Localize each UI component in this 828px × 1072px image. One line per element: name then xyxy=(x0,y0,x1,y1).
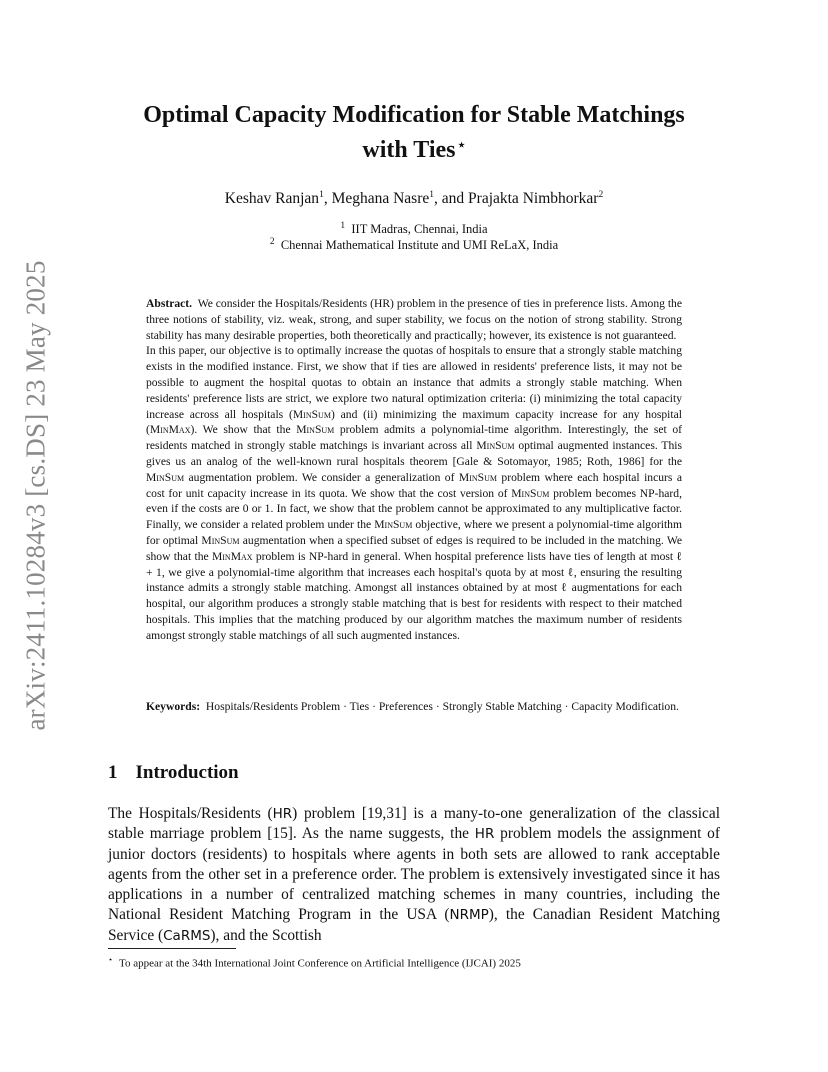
author-separator: , and xyxy=(434,190,469,208)
minmax-term: MinMax xyxy=(211,549,253,563)
author-affil-mark: 2 xyxy=(598,190,604,200)
section-title: Introduction xyxy=(135,762,239,783)
author-name: Prajakta Nimbhorkar xyxy=(468,190,599,208)
affiliation-mark: 2 xyxy=(269,237,275,247)
arxiv-sidebar xyxy=(18,255,54,735)
section-number: 1 xyxy=(108,762,118,783)
carms-term: CaRMS xyxy=(163,927,211,944)
minmax-term: MinMax xyxy=(149,423,191,437)
footnote-mark: ⋆ xyxy=(108,955,114,964)
abstract-label: Abstract. xyxy=(146,297,193,310)
affiliation-text: Chennai Mathematical Institute and UMI ReLaX, India xyxy=(280,238,559,253)
author-list xyxy=(100,190,728,208)
minsum-term: MinSum xyxy=(292,407,331,421)
keywords-text: Hospitals/Residents Problem · Ties · Preferences · Strongly Stable Matching · Capacity Modification. xyxy=(205,700,679,713)
affiliation xyxy=(100,237,728,253)
keywords-label: Keywords: xyxy=(146,700,201,713)
author-affil-mark: 1 xyxy=(429,190,435,200)
hr-term: HR xyxy=(474,826,495,843)
affiliation-text: IIT Madras, Chennai, India xyxy=(351,222,488,237)
footnote-text: To appear at the 34th International Joint Conference on Artificial Intelligence (IJCAI) 2025 xyxy=(119,957,521,970)
minsum-term: MinSum xyxy=(374,518,413,532)
title-line-2: with Ties ⋆ xyxy=(362,137,466,163)
minsum-term: MinSum xyxy=(476,439,515,453)
arxiv-identifier: arXiv:2411.10284v3 [cs.DS] 23 May 2025 xyxy=(20,259,51,731)
minsum-term: MinSum xyxy=(511,486,550,500)
abstract xyxy=(146,296,682,644)
paper-title xyxy=(100,100,728,165)
nrmp-term: NRMP xyxy=(449,907,489,924)
abstract-paragraph-1 xyxy=(146,296,682,343)
affiliation xyxy=(100,221,728,237)
abstract-paragraph-2: In this paper, our objective is to optimally increase the quotas of hospitals to ensure that a strongly stable matching exists in the modified instance. First, we show that if ties are allowed in residents' preference lists, it may not be possible to augment the hospital quotas to obtain an instance that admits a strongly stable matching. When residents' preference lists are strict, we explore two natural optimization criteria: (i) minimizing the total capacity increase across all hospitals (MinSum) and (ii) minimizing the maximum capacity increase for any hospital (MinMax). We show that the MinSum problem admits a polynomial-time algorithm. Interestingly, the set of residents matched in strongly stable matchings is invariant across all MinSum optimal augmented instances. This gives us an analog of the well-known rural hospitals theorem [Gale & Sotomayor, 1985; Roth, 1986] for the MinSum augmentation problem. We consider a generalization of MinSum problem where each hospital incurs a cost for unit capacity increase in its quota. We show that the cost version of MinSum problem becomes NP-hard, even if the costs are 0 or 1. In fact, we show that the problem cannot be approximated to any multiplicative factor. Finally, we consider a related problem under the MinSum objective, where we present a polynomial-time algorithm for optimal MinSum augmentation when a specified subset of edges is required to be included in the matching. We show that the MinMax problem is NP-hard in general. When hospital preference lists have ties of length at most ℓ + 1, we give a polynomial-time algorithm that increases each hospital's quota by at most ℓ, ensuring the resulting instance admits a strongly stable matching. Amongst all instances obtained by at most ℓ augmentations for each hospital, our algorithm produces a strongly stable matching that is best for residents with respect to their matched hospitals. This implies that the matching produced by our algorithm matches the maximum number of residents amongst strongly stable matchings of all such augmented instances. xyxy=(146,344,683,642)
intro-paragraph: The Hospitals/Residents (HR) problem [19,31] is a many-to-one generalization of the classical stable marriage problem [15]. As the name suggests, the HR problem models the assignment of junior doctors (residents) to hospitals where agents in both sets are allowed to rank acceptable agents from the other set in a preference order. The problem is extensively investigated since it has applications in a number of centralized matching schemes in many countries, including the National Resident Matching Program in the USA (NRMP), the Canadian Resident Matching Service (CaRMS), and the Scottish xyxy=(108,805,720,944)
minsum-term: MinSum xyxy=(146,470,185,484)
hr-term: HR xyxy=(272,806,293,822)
keywords xyxy=(146,699,682,715)
abstract-text: We consider the Hospitals/Residents (HR) problem in the presence of ties in preference lists. Among the three notions of stability, viz. weak, strong, and super stability, we focus on the notion of strong stability. Strong stability has many desirable properties, both theoretically and practically; however, its existence is not guaranteed. xyxy=(146,297,682,342)
minsum-term: MinSum xyxy=(201,533,240,547)
author-affil-mark: 1 xyxy=(319,190,324,200)
minsum-term: MinSum xyxy=(458,470,497,484)
footnote xyxy=(108,955,720,970)
minsum-term: MinSum xyxy=(296,423,335,437)
author-name: Keshav Ranjan xyxy=(224,190,320,208)
footnote-rule xyxy=(108,948,236,949)
affiliation-mark: 1 xyxy=(340,221,346,231)
author-name: Meghana Nasre xyxy=(331,190,430,208)
title-line-1: Optimal Capacity Modification for Stable Matchings xyxy=(143,102,685,128)
section-heading xyxy=(108,762,239,784)
author-separator: , xyxy=(323,190,332,208)
title-footnote-mark: ⋆ xyxy=(457,137,466,152)
